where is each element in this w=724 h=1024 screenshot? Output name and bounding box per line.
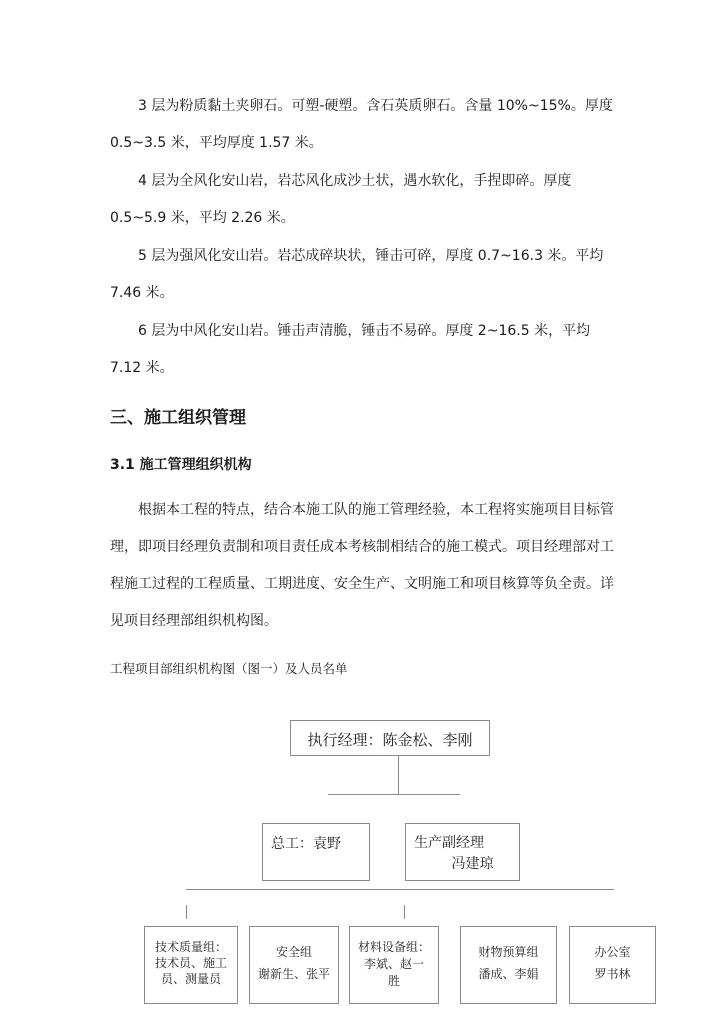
org-top-box	[290, 720, 490, 756]
group-safety-title: 安全组	[275, 945, 312, 959]
group-tech-quality-title: 技术质量组：	[154, 940, 227, 954]
org-group-safety	[249, 926, 339, 1004]
org-group-finance	[460, 926, 557, 1004]
group-tech-quality-members-2: 员、测量员	[160, 972, 221, 986]
connector-level2-bar	[328, 794, 460, 795]
org-deputy-manager-title: 生产副经理	[414, 835, 484, 851]
paragraph-layer-4: 4 层为全风化安山岩，岩芯风化成沙土状，遇水软化，手捏即碎。厚度 0.5~5.9 米，平均 2.26 米。	[110, 173, 572, 226]
org-group-tech-quality	[144, 926, 238, 1004]
body-paragraph: 根据本工程的特点，结合本施工队的施工管理经验，本工程将实施项目目标管理，即项目经理负责制和项目责任成本考核制相结合的施工模式。项目经理部对工程施工过程的工程质量、工期进度、安全生产、文明施工和项目核算等负全责。详见项目经理部组织机构图。	[110, 502, 614, 629]
org-top-label: 执行经理：陈金松、李刚	[307, 731, 473, 749]
group-office-members: 罗书林	[594, 967, 631, 981]
dash-mark: ···	[372, 752, 385, 760]
group-materials-members-1: 李斌、赵一	[363, 957, 424, 971]
section-heading: 三、施工组织管理	[110, 408, 246, 428]
group-finance-members: 潘成、李娟	[478, 967, 539, 981]
group-finance-title: 财物预算组	[478, 945, 539, 959]
group-materials-members-2: 胜	[387, 974, 400, 988]
connector-group-3	[404, 905, 405, 919]
paragraph-layer-6: 6 层为中风化安山岩。锤击声清脆，锤击不易碎。厚度 2~16.5 米，平均 7.12 米。	[110, 323, 591, 376]
org-chief-engineer-box	[262, 823, 370, 881]
group-materials-title: 材料设备组：	[357, 940, 430, 954]
group-tech-quality-members-1: 技术员、施工	[154, 956, 227, 970]
group-office-title: 办公室	[594, 945, 631, 959]
org-deputy-manager-box	[405, 823, 520, 881]
connector-groups-bar	[186, 889, 614, 890]
org-deputy-manager-name: 冯建琼	[451, 856, 494, 872]
paragraph-layer-5: 5 层为强风化安山岩。岩芯成碎块状，锤击可碎，厚度 0.7~16.3 米。平均 7.46 米。	[110, 248, 604, 301]
subsection-heading: 3.1 施工管理组织机构	[110, 457, 252, 473]
figure-caption: 工程项目部组织机构图（图一）及人员名单	[110, 661, 348, 676]
org-group-materials	[349, 926, 439, 1004]
connector-group-1	[186, 905, 187, 919]
group-safety-members: 谢新生、张平	[257, 967, 330, 981]
org-group-office	[569, 926, 656, 1004]
paragraph-layer-3: 3 层为粉质黏土夹卵石。可塑-硬塑。含石英质卵石。含量 10%~15%。厚度 0.5~3.5 米，平均厚度 1.57 米。	[110, 98, 613, 151]
org-chief-engineer-label: 总工：袁野	[271, 836, 341, 852]
connector-top	[398, 756, 399, 794]
